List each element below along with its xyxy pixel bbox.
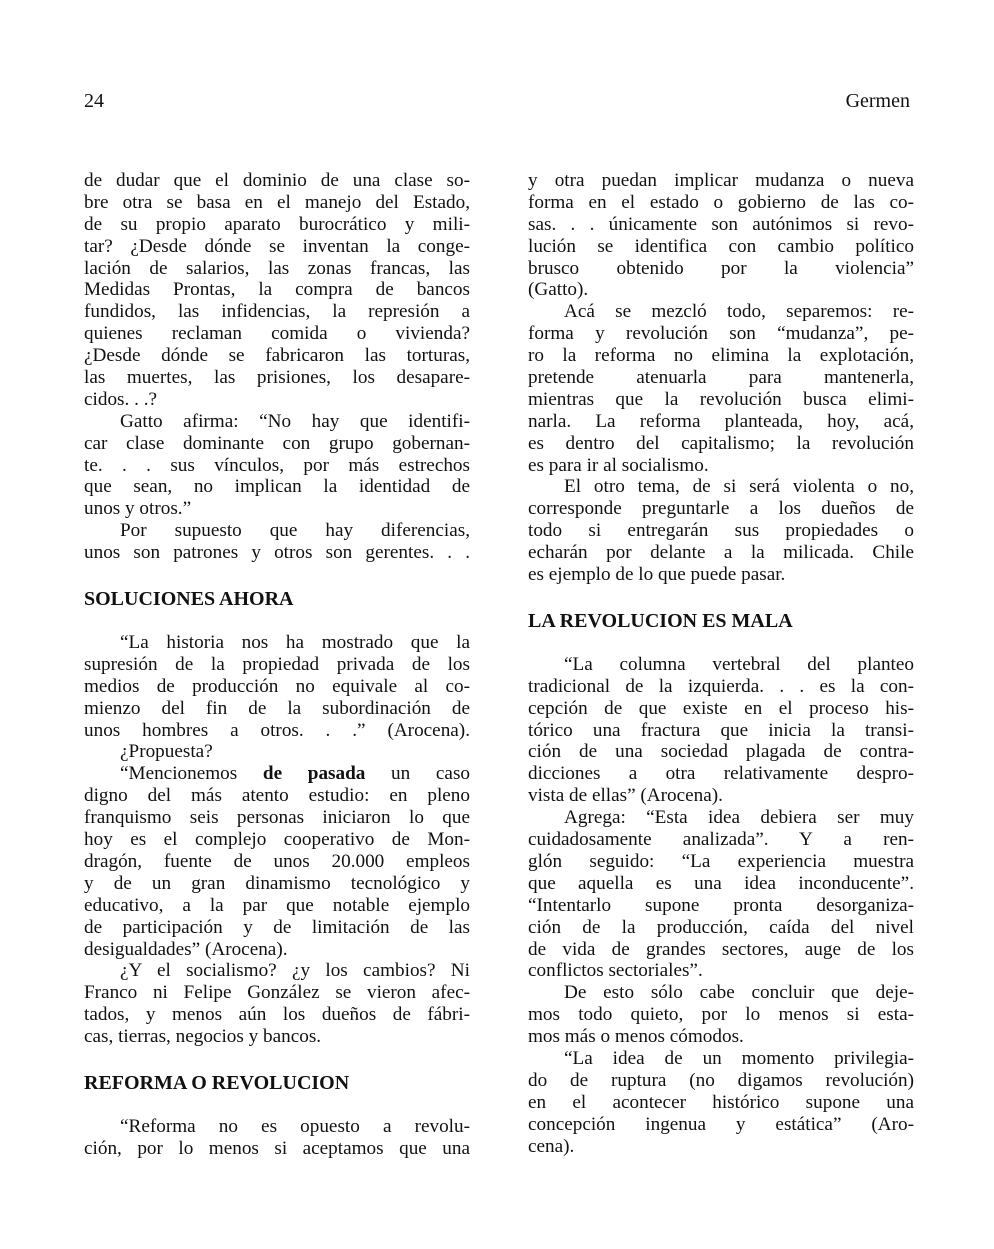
text-line: Por supuesto que hay diferencias, <box>120 520 470 542</box>
text-line: corresponde preguntarle a los dueños de <box>528 498 914 520</box>
text-line: cuidadosamente analizada”. Y a ren- <box>528 829 914 851</box>
text-line: El otro tema, de si será violenta o no, <box>564 476 914 498</box>
text-line: de su propio aparato burocrático y mili- <box>84 213 470 235</box>
text-line: cas, tierras, negocios y bancos. <box>84 1026 322 1048</box>
text-line: es dentro del capitalismo; la revolución <box>528 432 914 454</box>
text-line: ción de la producción, caída del nivel <box>528 916 914 938</box>
text-line: tar? ¿Desde dónde se inventan la conge- <box>84 235 470 257</box>
text-line: Franco ni Felipe González se vieron afec- <box>84 982 470 1004</box>
text-line: medios de producción no equivale al co- <box>84 675 470 697</box>
text-line: y otra puedan implicar mudanza o nueva <box>528 170 914 191</box>
text-line: franquismo seis personas iniciaron lo que <box>84 807 470 829</box>
text-line: unos y otros.” <box>84 498 192 520</box>
text-line: te. . . sus vínculos, por más estrechos <box>84 454 470 476</box>
text-line: de participación y de limitación de las <box>84 916 470 938</box>
text-line: de vida de grandes sectores, auge de los <box>528 938 914 960</box>
text-line: tados, y menos aún los dueños de fábri- <box>84 1004 470 1026</box>
text-line: ro la reforma no elimina la explotación, <box>528 345 914 367</box>
emphasis-text: de pasada <box>262 763 366 785</box>
text-line: es ejemplo de lo que puede pasar. <box>528 564 786 586</box>
text-line: unos son patrones y otros son gerentes. . . <box>84 542 470 564</box>
text-line: tórico una fractura que inicia la transi- <box>528 719 914 741</box>
text-line: ción de una sociedad plagada de contra- <box>528 741 914 763</box>
text-line: ¿Y el socialismo? ¿y los cambios? Ni <box>120 960 470 982</box>
text-line: brusco obtenido por la violencia” <box>528 257 914 279</box>
text-line: do de ruptura (no digamos revolución) <box>528 1069 914 1091</box>
text-line: ¿Propuesta? <box>120 741 213 763</box>
text-line: es para ir al socialismo. <box>528 454 709 476</box>
text-line: unos hombres a otros. . .” (Arocena). <box>84 719 470 741</box>
text-line: mos todo quieto, por lo menos si esta- <box>528 1004 914 1026</box>
text-line: todo si entregarán sus propiedades o <box>528 520 914 542</box>
text-line: cepción de que existe en el proceso his- <box>528 697 914 719</box>
text-line: echarán por delante a la milicada. Chile <box>528 542 914 564</box>
text-line: Agrega: “Esta idea debiera ser muy <box>564 807 914 829</box>
section-heading: REFORMA O REVOLUCION <box>84 1071 350 1094</box>
text-line: (Gatto). <box>528 279 589 301</box>
text-line: dragón, fuente de unos 20.000 empleos <box>84 850 470 872</box>
text-line: “La idea de un momento privilegia- <box>564 1047 914 1069</box>
text-line: “La historia nos ha mostrado que la <box>120 632 470 654</box>
text-line: bre otra se basa en el manejo del Estado, <box>84 191 470 213</box>
text-line: mientras que la revolución busca elimi- <box>528 388 914 410</box>
text-line: educativo, a la par que notable ejemplo <box>84 894 470 916</box>
text-line: las muertes, las prisiones, los desapare- <box>84 367 470 389</box>
text-line: fundidos, las infidencias, la represión a <box>84 301 470 323</box>
text-line: car clase dominante con grupo gobernan- <box>84 432 470 454</box>
text-line: forma y revolución son “mudanza”, pe- <box>528 323 914 345</box>
text-line: hoy es el complejo cooperativo de Mon- <box>84 829 470 851</box>
text-line: cena). <box>528 1135 575 1157</box>
text-line: tradicional de la izquierda. . . es la con- <box>528 675 914 697</box>
text-line: vista de ellas” (Arocena). <box>528 785 723 807</box>
text-line: forma en el estado o gobierno de las co- <box>528 191 914 213</box>
text-line: desigualdades” (Arocena). <box>84 938 288 960</box>
section-heading: LA REVOLUCION ES MALA <box>528 609 793 632</box>
text-line: de dudar que el dominio de una clase so- <box>84 170 470 191</box>
text-line: Gatto afirma: “No hay que identifi- <box>120 410 470 432</box>
page-number: 24 <box>84 90 104 112</box>
text-line: “Mencionemos de pasada un caso <box>120 763 471 785</box>
text-line: pretende atenuarla para mantenerla, <box>528 367 914 389</box>
section-heading: SOLUCIONES AHORA <box>84 588 294 611</box>
text-line: lación de salarios, las zonas francas, las <box>84 257 470 279</box>
text-line: mos más o menos cómodos. <box>528 1026 744 1048</box>
text-line: supresión de la propiedad privada de los <box>84 653 470 675</box>
running-title: Germen <box>845 90 910 112</box>
text-line: que sean, no implican la identidad de <box>84 476 470 498</box>
text-line: sas. . . únicamente son autónimos si revo- <box>528 213 914 235</box>
text-line: que aquella es una idea inconducente”. <box>528 872 914 894</box>
text-line: “La columna vertebral del planteo <box>564 653 914 675</box>
text-line: Acá se mezcló todo, separemos: re- <box>564 301 914 323</box>
text-line: y de un gran dinamismo tecnológico y <box>84 872 470 894</box>
text-line: concepción ingenua y estática” (Aro- <box>528 1113 914 1135</box>
text-line: ¿Desde dónde se fabricaron las torturas, <box>84 345 470 367</box>
text-line: “Reforma no es opuesto a revolu- <box>120 1115 470 1137</box>
right-column <box>528 170 914 1157</box>
text-line: Medidas Prontas, la compra de bancos <box>84 279 470 301</box>
text-line: narla. La reforma planteada, hoy, acá, <box>528 410 914 432</box>
text-line: glón seguido: “La experiencia muestra <box>528 850 914 872</box>
text-line: quienes reclaman comida o vivienda? <box>84 323 470 345</box>
text-line: cidos. . .? <box>84 388 158 410</box>
text-line: dicciones a otra relativamente despro- <box>528 763 914 785</box>
text-line: digno del más atento estudio: en pleno <box>84 785 470 807</box>
left-column <box>84 170 470 1160</box>
text-line: mienzo del fin de la subordinación de <box>84 697 470 719</box>
text-line: conflictos sectoriales”. <box>528 960 703 982</box>
text-line: en el acontecer histórico supone una <box>528 1091 914 1113</box>
text-line: De esto sólo cabe concluir que deje- <box>564 982 914 1004</box>
text-line: ción, por lo menos si aceptamos que una <box>84 1137 470 1159</box>
text-line: lución se identifica con cambio político <box>528 235 914 257</box>
text-line: “Intentarlo supone pronta desorganiza- <box>528 894 914 916</box>
